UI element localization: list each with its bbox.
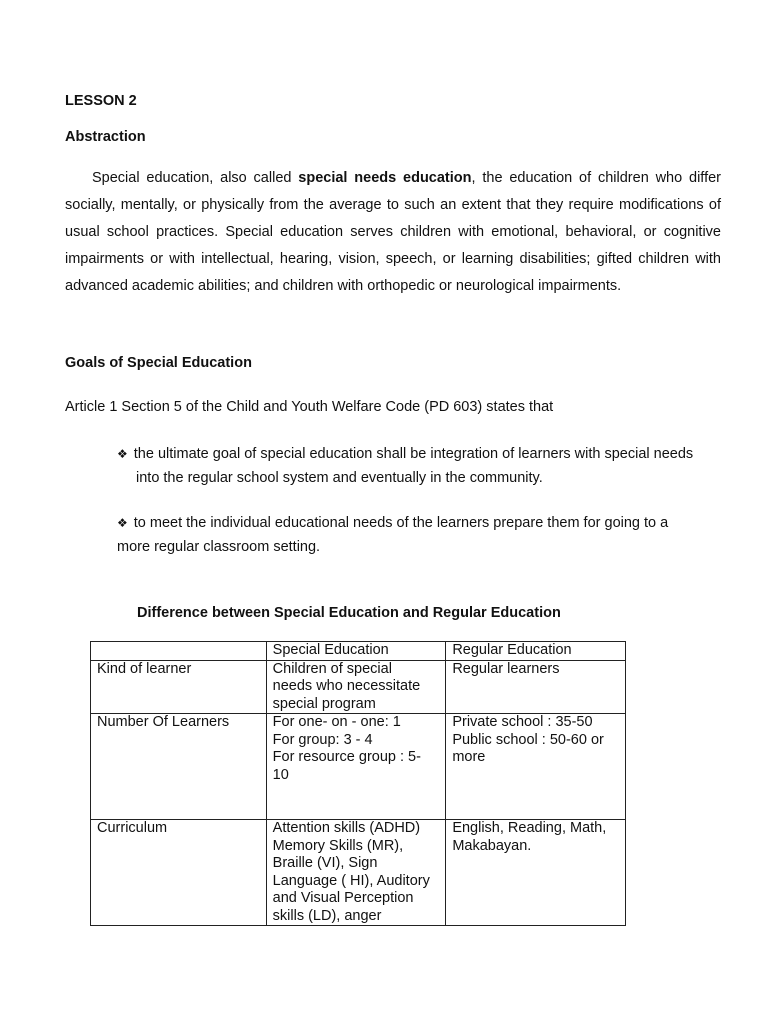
cell-line: 10 (272, 766, 289, 783)
cell-line: For one- on - one: 1 (272, 714, 401, 730)
goal-bullet-1 (117, 442, 716, 490)
special-cell (266, 820, 446, 926)
header-cell-empty (91, 642, 267, 661)
paragraph-lead: Special education, also called (92, 170, 299, 186)
abstraction-paragraph (65, 165, 721, 300)
cell-line: Language ( HI), Auditory (272, 872, 430, 889)
comparison-table (90, 641, 626, 926)
row-label: Curriculum (91, 820, 267, 926)
cell-line: Attention skills (ADHD) (272, 820, 421, 836)
cell-line: more (452, 749, 486, 765)
cell-line: Children of special (272, 660, 392, 677)
special-cell (266, 714, 446, 820)
row-label: Kind of learner (91, 660, 267, 714)
table-title: Difference between Special Education and Regular Education (137, 605, 561, 621)
table-header-row (91, 642, 626, 661)
table-row (91, 820, 626, 926)
cell-line: English, Reading, Math, (452, 820, 607, 836)
cell-line: Public school : 50-60 or (452, 731, 604, 748)
table-row (91, 660, 626, 714)
goal-bullet-1-text: the ultimate goal of special education shall be integration of learners with special needs into the regular school system and eventually in the community. (133, 446, 694, 486)
cell-line: and Visual Perception (272, 890, 414, 906)
abstraction-heading: Abstraction (65, 129, 146, 145)
cell-line: Private school : 35-50 (452, 714, 593, 730)
regular-cell (446, 820, 626, 926)
row-label: Number Of Learners (91, 714, 267, 820)
paragraph-term: special needs education (298, 170, 472, 186)
cell-line: needs who necessitate (272, 678, 421, 694)
goal-bullet-2-text: to meet the individual educational needs of the learners prepare them for going to a more regular classroom setting. (117, 515, 669, 555)
goals-intro: Article 1 Section 5 of the Child and Youth Welfare Code (PD 603) states that (65, 399, 554, 415)
header-cell-special: Special Education (266, 642, 446, 661)
goals-heading: Goals of Special Education (65, 355, 252, 371)
cell-line: skills (LD), anger (272, 907, 382, 924)
cell-line: special program (272, 695, 376, 712)
special-cell (266, 660, 446, 714)
cell-line: For group: 3 - 4 (272, 731, 373, 748)
header-cell-regular: Regular Education (446, 642, 626, 661)
regular-cell (446, 660, 626, 714)
lesson-label: LESSON 2 (65, 93, 137, 109)
cell-line: Memory Skills (MR), (272, 837, 404, 854)
goal-bullet-2 (117, 511, 697, 559)
regular-cell (446, 714, 626, 820)
cell-line: Regular learners (452, 660, 560, 677)
diamond-bullet-icon: ❖ (117, 447, 128, 461)
cell-line: Makabayan. (452, 837, 532, 854)
table-row (91, 714, 626, 820)
diamond-bullet-icon: ❖ (117, 516, 128, 530)
paragraph-rest: , the education of children who differ socially, mentally, or physically from the average to such an extent that they require modifications of usual school practices. Special education serves children with emotional, behavioral, or cognitive impairments or with intellectual, hearing, vision, speech, or learning disabilities; gifted children with advanced academic abilities; and children with orthopedic or neurological impairments. (65, 170, 721, 294)
cell-line: Braille (VI), Sign (272, 855, 378, 871)
cell-line: For resource group : 5- (272, 749, 421, 765)
